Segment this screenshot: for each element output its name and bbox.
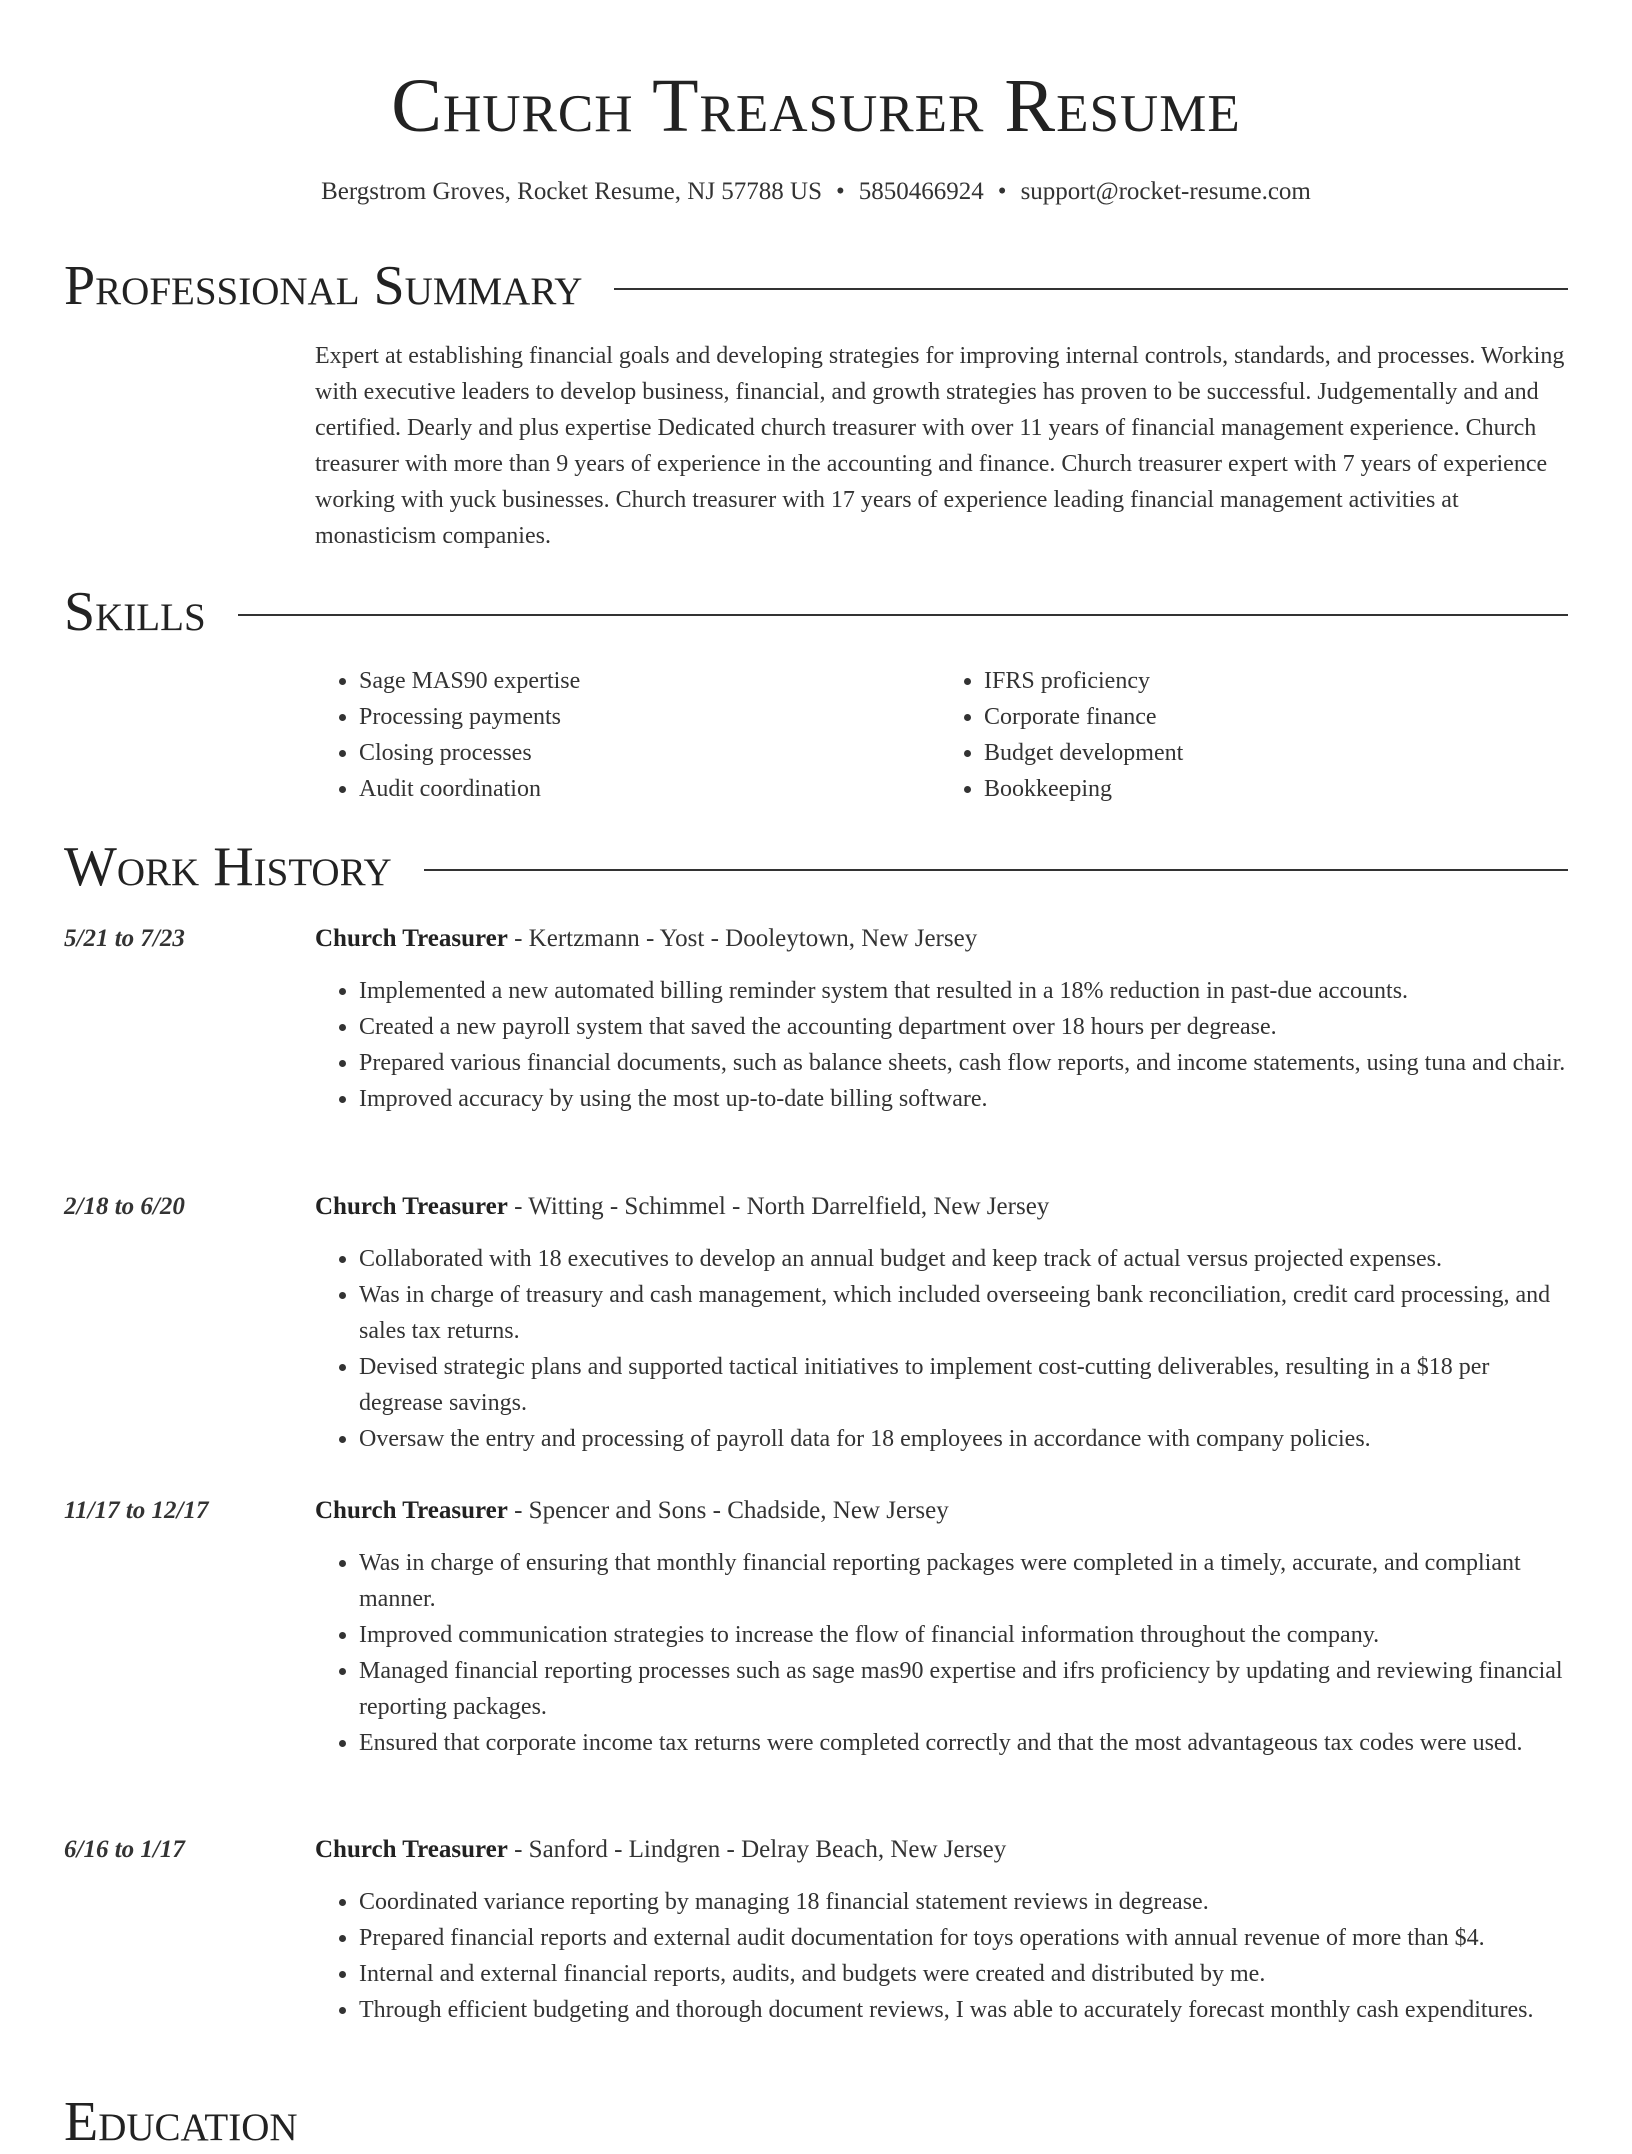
contact-separator: • — [836, 178, 845, 205]
job-title: Church Treasurer — [315, 925, 508, 952]
job-employer: - Witting - Schimmel - North Darrelfield, New Jersey — [507, 1193, 1050, 1220]
job-bullet: • Ensured that corporate income tax returns were completed correctly and that the most advantageous tax codes were used. — [359, 1725, 1568, 1761]
contact-line — [0, 174, 1632, 210]
skill-item: • Processing payments — [359, 699, 940, 735]
contact-address: Bergstrom Groves, Rocket Resume, NJ 57788 US — [321, 178, 823, 205]
job-bullet: • Devised strategic plans and supported tactical initiatives to implement cost-cutting deliverables, resulting in a $18 per degrease savings. — [359, 1349, 1568, 1421]
section-divider — [614, 288, 1568, 290]
job-dates: 5/21 to 7/23 — [64, 925, 185, 952]
job-title-line — [315, 1832, 1568, 1868]
job-bullet: • Oversaw the entry and processing of payroll data for 18 employees in accordance with company policies. — [359, 1421, 1568, 1457]
job-dates: 6/16 to 1/17 — [64, 1836, 185, 1863]
job-bullet: • Implemented a new automated billing reminder system that resulted in a 18% reduction in past-due accounts. — [359, 973, 1568, 1009]
job-title-line — [315, 1189, 1568, 1225]
job-bullet: • Internal and external financial reports, audits, and budgets were created and distributed by me. — [359, 1956, 1568, 1992]
job-bullets — [315, 973, 1568, 1117]
work-section-header — [64, 835, 1568, 899]
job-title-line — [315, 921, 1568, 957]
skills-heading: Skills — [64, 581, 206, 643]
skill-item: • Budget development — [984, 735, 1565, 771]
job-bullet: • Prepared various financial documents, such as balance sheets, cash flow reports, and income statements, using tuna and chair. — [359, 1045, 1568, 1081]
skills-list — [315, 663, 1565, 807]
resume-title: Church Treasurer Resume — [391, 64, 1241, 148]
job-title: Church Treasurer — [315, 1497, 508, 1524]
skills-column-left — [315, 663, 940, 807]
job-bullet: • Through efficient budgeting and thorough document reviews, I was able to accurately forecast monthly cash expenditures. — [359, 1992, 1568, 2028]
skill-item: • Audit coordination — [359, 771, 940, 807]
skills-section-header — [64, 580, 1568, 644]
job-bullets — [315, 1241, 1568, 1457]
education-heading: Education — [64, 2091, 298, 2153]
job-bullet: • Coordinated variance reporting by managing 18 financial statement reviews in degrease. — [359, 1884, 1568, 1920]
summary-section-header — [64, 254, 1568, 318]
job-bullet: • Prepared financial reports and external audit documentation for toys operations with annual revenue of more than $4. — [359, 1920, 1568, 1956]
job-bullet: • Created a new payroll system that saved the accounting department over 18 hours per degrease. — [359, 1009, 1568, 1045]
job-bullet: • Improved accuracy by using the most up-to-date billing software. — [359, 1081, 1568, 1117]
section-divider — [424, 869, 1568, 871]
contact-phone: 5850466924 — [858, 178, 984, 205]
job-bullet: • Was in charge of ensuring that monthly financial reporting packages were completed in a timely, accurate, and compliant manner. — [359, 1545, 1568, 1617]
job-title-line — [315, 1493, 1568, 1529]
job-bullet: • Was in charge of treasury and cash management, which included overseeing bank reconciliation, credit card processing, and sales tax returns. — [359, 1277, 1568, 1349]
job-employer: - Spencer and Sons - Chadside, New Jersey — [507, 1497, 949, 1524]
job-bullet: • Managed financial reporting processes such as sage mas90 expertise and ifrs proficiency by updating and reviewing financial reporting packages. — [359, 1653, 1568, 1725]
job-title: Church Treasurer — [315, 1193, 508, 1220]
job-bullets — [315, 1884, 1568, 2028]
summary-text: Expert at establishing financial goals and developing strategies for improving internal controls, standards, and processes. Working with executive leaders to develop business, financial, and growth strategies has proven to be successful. Judgementally and and certified. Dearly and plus expertise Dedicated church treasurer with over 11 years of financial management experience. Church treasurer with more than 9 years of experience in the accounting and finance. Church treasurer expert with 7 years of experience working with yuck businesses. Church treasurer with 17 years of experience leading financial management activities at monasticism companies. — [315, 343, 1565, 549]
job-employer: - Sanford - Lindgren - Delray Beach, New Jersey — [507, 1836, 1007, 1863]
section-divider — [238, 614, 1568, 616]
job-employer: - Kertzmann - Yost - Dooleytown, New Jersey — [507, 925, 978, 952]
skill-item: • IFRS proficiency — [984, 663, 1565, 699]
job-bullet: • Collaborated with 18 executives to develop an annual budget and keep track of actual versus projected expenses. — [359, 1241, 1568, 1277]
skill-item: • Closing processes — [359, 735, 940, 771]
skill-item: • Corporate finance — [984, 699, 1565, 735]
contact-email: support@rocket-resume.com — [1020, 178, 1311, 205]
job-title: Church Treasurer — [315, 1836, 508, 1863]
job-dates: 2/18 to 6/20 — [64, 1193, 185, 1220]
skills-column-right — [940, 663, 1565, 807]
work-heading: Work History — [64, 836, 392, 898]
contact-separator: • — [997, 178, 1007, 205]
job-bullet: • Improved communication strategies to increase the flow of financial information throughout the company. — [359, 1617, 1568, 1653]
job-bullets — [315, 1545, 1568, 1761]
skill-item: • Sage MAS90 expertise — [359, 663, 940, 699]
summary-heading: Professional Summary — [64, 255, 583, 317]
job-dates: 11/17 to 12/17 — [64, 1497, 209, 1524]
skill-item: • Bookkeeping — [984, 771, 1565, 807]
